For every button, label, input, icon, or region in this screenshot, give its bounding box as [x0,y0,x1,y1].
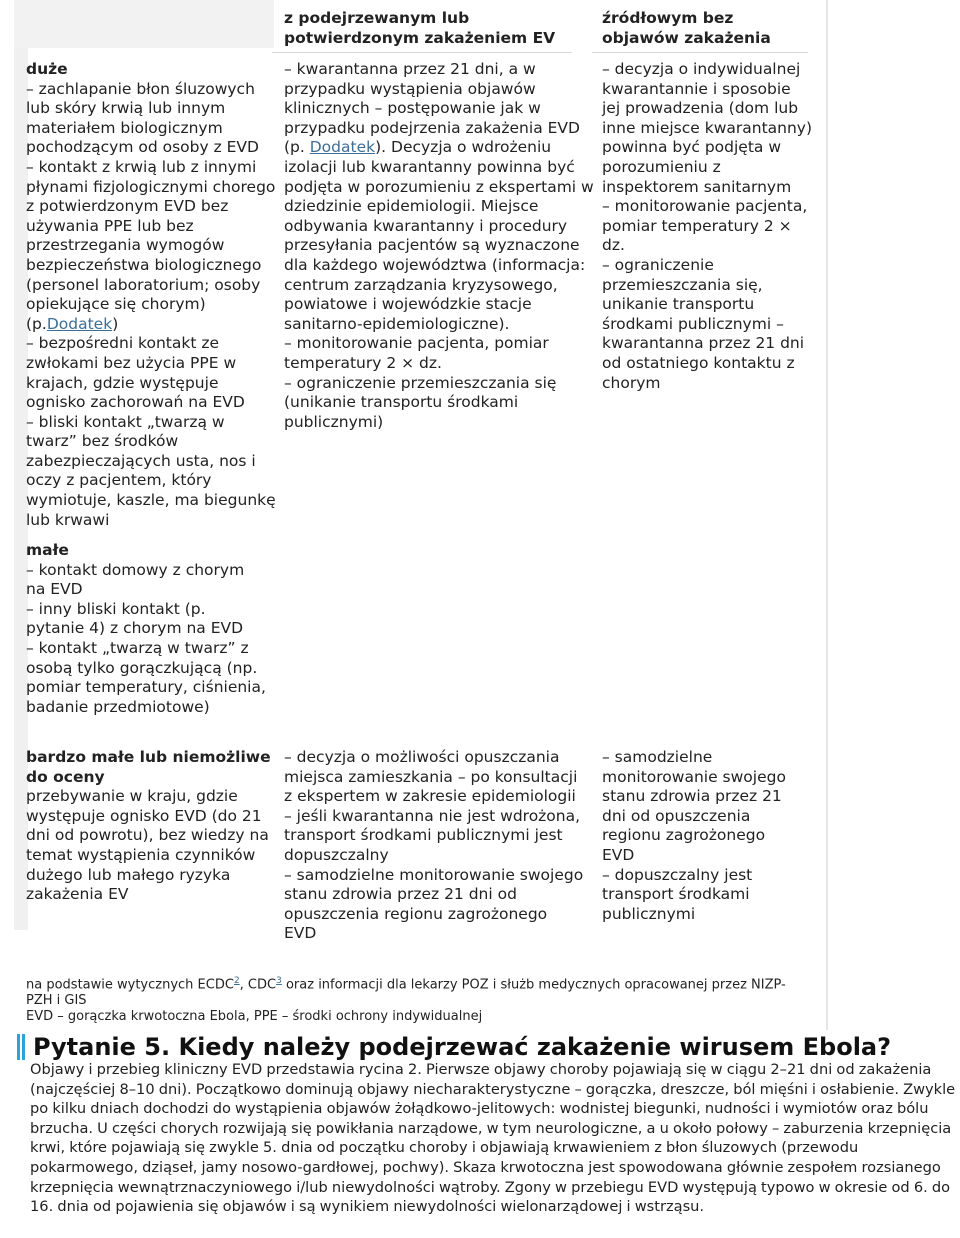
row-low-risk-criteria [26,541,266,717]
header-col3: źródłowym bez objawów zakażenia [602,9,771,47]
list-item: – inny bliski kontakt (p. pytanie 4) z chorym na EVD [26,599,244,638]
list-item: – ograniczenie przemieszczania się (unikanie transportu środkami publicznymi) [284,373,557,431]
row-high-risk-col3 [602,60,812,393]
list-item: – ograniczenie przemieszczania się, unikanie transportu środkami publicznymi – kwarantanna przez 21 dni od ostatniego kontaktu z chorym [602,255,805,392]
section-accent-bar [22,1034,25,1060]
list-item: – samodzielne monitorowanie swojego stanu zdrowia przez 21 dni od opuszczenia regionu zagrożonego EVD [284,865,584,943]
header-divider [592,52,808,53]
list-item: – kontakt z krwią lub z innymi płynami fizjologicznymi chorego z potwierdzonym EVD bez używania PPE lub bez przestrzegania wymogów bezpieczeństwa biologicznego (personel laboratorium; osoby opiekujące się chorym) (p.Dodatek) [26,157,276,333]
reference-link[interactable]: 2 [233,976,240,986]
list-item: – zachlapanie błon śluzowych lub skóry krwią lub innym materiałem biologicznym pochodzącym od osoby z EVD [26,79,259,157]
risk-label: duże [26,60,68,78]
list-item: – kontakt domowy z chorym na EVD [26,560,245,599]
appendix-link[interactable]: Dodatek [46,314,113,333]
list-item: – bezpośredni kontakt ze zwłokami bez użycia PPE w krajach, gdzie występuje ognisko zachorowań na EVD [26,334,245,412]
table-header-gray-cell [14,0,274,48]
section-accent-bar [17,1034,20,1060]
list-item: – decyzja o indywidualnej kwarantannie i sposobie jej prowadzenia (dom lub inne miejsce kwarantanny) powinna być podjęta w porozumieniu z inspektorem sanitarnym [602,60,813,196]
list-item: – kontakt „twarzą w twarz” z osobą tylko gorączkującą (np. pomiar temperatury, ciśnienia, badanie przedmiotowe) [26,638,266,716]
list-item: – decyzja o możliwości opuszczania miejsca zamieszkania – po konsultacji z ekspertem w zakresie epidemiologii [284,748,578,806]
table-right-border [826,0,828,1030]
header-divider [272,52,572,53]
risk-label: bardzo małe lub niemożliwe do oceny [26,748,271,786]
row-very-low-risk-col3 [602,748,802,924]
question-answer-text: Objawy i przebieg kliniczny EVD przedstawia rycina 2. Pierwsze objawy choroby pojawiają się w ciągu 2–21 dni od zakażenia (najczęściej 8–10 dni). Początkowo dominują objawy niecharakterystyczne – gorączka, dreszcze, ból mięśni i osłabienie. Zwykle po kilku dniach dochodzi do wystąpienia objawów żołądkowo-jelitowych: wodnistej biegunki, nudności i wymiotów oraz bólu brzucha. U części chorych rozwijają się powikłania narządowe, w tym neurologiczne, a u około połowy – zaburzenia krzepnięcia krwi, które pojawiają się zwykle 5. dnia od początku choroby i objawiają krwawieniem z błon śluzowych (przewodu pokarmowego, dziąseł, jamy nosowo-gardłowej, pochwy). Skaza krwotoczna jest spowodowana głównie zespołem rozsianego krzepnięcia wewnątrznaczyniowego i/lub niewydolności wątroby. Zgony w przebiegu EVD występują typowo w okresie od 6. do 16. dnia od pojawienia się objawów i są wynikiem niewydolności wielonarządowej i wstrząsu. [30,1061,956,1216]
list-item: – kwarantanna przez 21 dni, a w przypadku wystąpienia objawów klinicznych – postępowanie jak w przypadku podejrzenia zakażenia EVD (p. Dodatek). Decyzja o wdrożeniu izolacji lub kwarantanny powinna być podjęta w porozumieniu z ekspertami w dziedzinie epidemiologii. Miejsce odbywania kwarantanny i procedury przesyłania pacjentów są wyznaczone dla każdego województwa (informacja: centrum zarządzania kryzysowego, powiatowe i wojewódzkie stacje sanitarno-epidemiologiczne). [284,60,594,333]
list-item: – monitorowanie pacjenta, pomiar temperatury 2 × dz. [284,334,549,372]
list-item: – jeśli kwarantanna nie jest wdrożona, transport środkami publicznymi jest dopuszczalny [284,806,581,864]
footnote-sources: na podstawie wytycznych ECDC$^2$, CDC$^3$ oraz informacji dla lekarzy POZ i służb medycznych opracowanej przez NIZP-PZH i GIS [26,976,786,1009]
list-item: – samodzielne monitorowanie swojego stanu zdrowia przez 21 dni od opuszczenia regionu zagrożonego EVD [602,748,786,864]
header-col2: z podejrzewanym lub potwierdzonym zakażeniem EV [284,9,556,47]
row-high-risk-col2 [284,60,594,432]
risk-description: przebywanie w kraju, gdzie występuje ognisko EVD (do 21 dni od powrotu), bez wiedzy na temat wystąpienia czynników dużego lub małego ryzyka zakażenia EV [26,787,269,904]
appendix-link[interactable]: Dodatek [309,138,376,157]
reference-link[interactable]: 3 [276,976,282,986]
list-item: – monitorowanie pacjenta, pomiar temperatury 2 × dz. [602,197,808,255]
row-very-low-risk-col2 [284,748,584,944]
list-item: – bliski kontakt „twarzą w twarz” bez środków zabezpieczających usta, nos i oczy z pacjentem, który wymiotuje, kaszle, ma biegunkę lub krwawi [26,412,276,529]
risk-label: małe [26,541,69,559]
row-high-risk-criteria [26,60,276,530]
list-item: – dopuszczalny jest transport środkami publicznymi [602,865,753,923]
question-heading: Pytanie 5. Kiedy należy podejrzewać zakażenie wirusem Ebola? [33,1033,892,1061]
table-footnote [26,973,806,1025]
footnote-abbreviations: EVD – gorączka krwotoczna Ebola, PPE – środki ochrony indywidualnej [26,1009,483,1025]
row-very-low-risk-criteria [26,748,272,905]
